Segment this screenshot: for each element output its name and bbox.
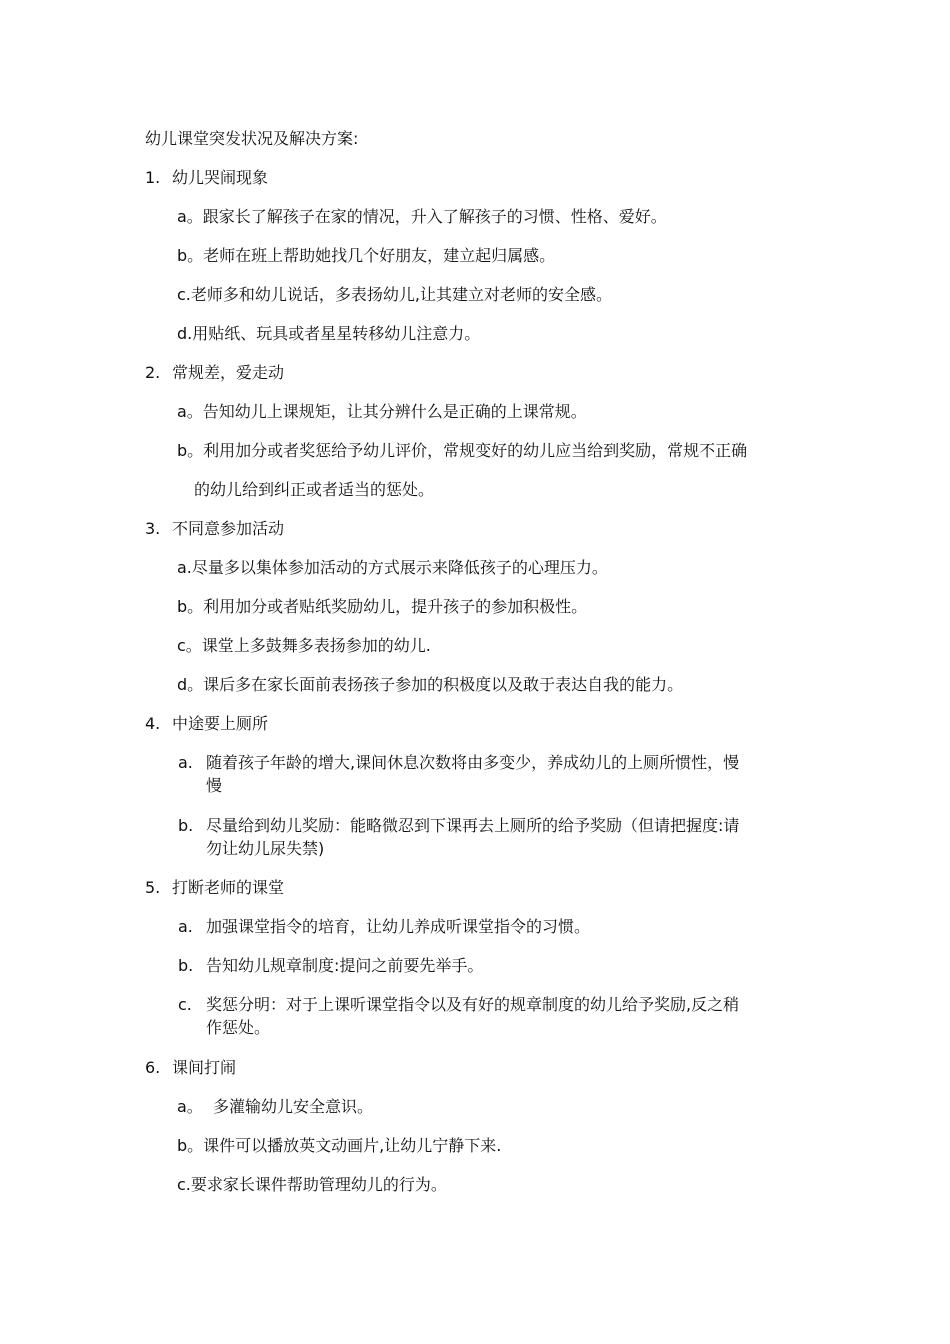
list-item-label: b. [178,956,194,975]
section-number: 4. [145,714,161,733]
list-item: c.老师多和幼儿说话，多表扬幼儿,让其建立对老师的安全感。 [177,285,612,304]
list-item: a。 多灌输幼儿安全意识。 [177,1097,373,1116]
list-item: c。课堂上多鼓舞多表扬参加的幼儿. [177,636,431,655]
list-item-label: c. [178,995,192,1014]
list-item: c.要求家长课件帮助管理幼儿的行为。 [177,1175,447,1194]
section-number: 6. [145,1058,161,1077]
list-item-label: a. [178,917,193,936]
list-item: a.尽量多以集体参加活动的方式展示来降低孩子的心理压力。 [177,558,608,577]
list-item: 尽量给到幼儿奖励：能略微忍到下课再去上厕所的给予奖励（但请把握度:请 [206,816,740,835]
section-heading: 常规差，爱走动 [172,363,285,382]
list-item: d.用贴纸、玩具或者星星转移幼儿注意力。 [177,324,481,343]
list-item-continuation: 的幼儿给到纠正或者适当的惩处。 [194,480,435,499]
list-item: 告知幼儿规章制度:提问之前要先举手。 [206,956,484,975]
section-heading: 中途要上厕所 [172,714,269,733]
list-item: d。课后多在家长面前表扬孩子参加的积极度以及敢于表达自我的能力。 [177,675,684,694]
list-item: 加强课堂指令的培育，让幼儿养成听课堂指令的习惯。 [206,917,591,936]
list-item: 随着孩子年龄的增大,课间休息次数将由多变少，养成幼儿的上厕所惯性，慢 [206,753,740,772]
list-item: b。利用加分或者贴纸奖励幼儿，提升孩子的参加积极性。 [177,597,588,616]
section-heading: 幼儿哭闹现象 [172,168,269,187]
list-item: a。跟家长了解孩子在家的情况，升入了解孩子的习惯、性格、爱好。 [177,207,667,226]
list-item-continuation: 勿让幼儿尿失禁) [206,839,325,858]
section-number: 5. [145,878,161,897]
list-item-continuation: 慢 [206,776,223,795]
list-item-continuation: 作惩处。 [206,1018,271,1037]
list-item: a。告知幼儿上课规矩，让其分辨什么是正确的上课常规。 [177,402,587,421]
document-title: 幼儿课堂突发状况及解决方案: [145,129,359,148]
section-number: 2. [145,363,161,382]
list-item-label: b. [178,816,194,835]
section-number: 1. [145,168,161,187]
list-item: 奖惩分明：对于上课听课堂指令以及有好的规章制度的幼儿给予奖励,反之稍 [206,995,740,1014]
list-item: b。课件可以播放英文动画片,让幼儿宁静下来. [177,1136,502,1155]
section-heading: 打断老师的课堂 [172,878,285,897]
section-heading: 不同意参加活动 [172,519,285,538]
list-item: b。老师在班上帮助她找几个好朋友，建立起归属感。 [177,246,556,265]
list-item-label: a. [178,753,193,772]
section-number: 3. [145,519,161,538]
list-item: b。利用加分或者奖惩给予幼儿评价，常规变好的幼儿应当给到奖励，常规不正确 [177,441,748,460]
section-heading: 课间打闹 [172,1058,237,1077]
